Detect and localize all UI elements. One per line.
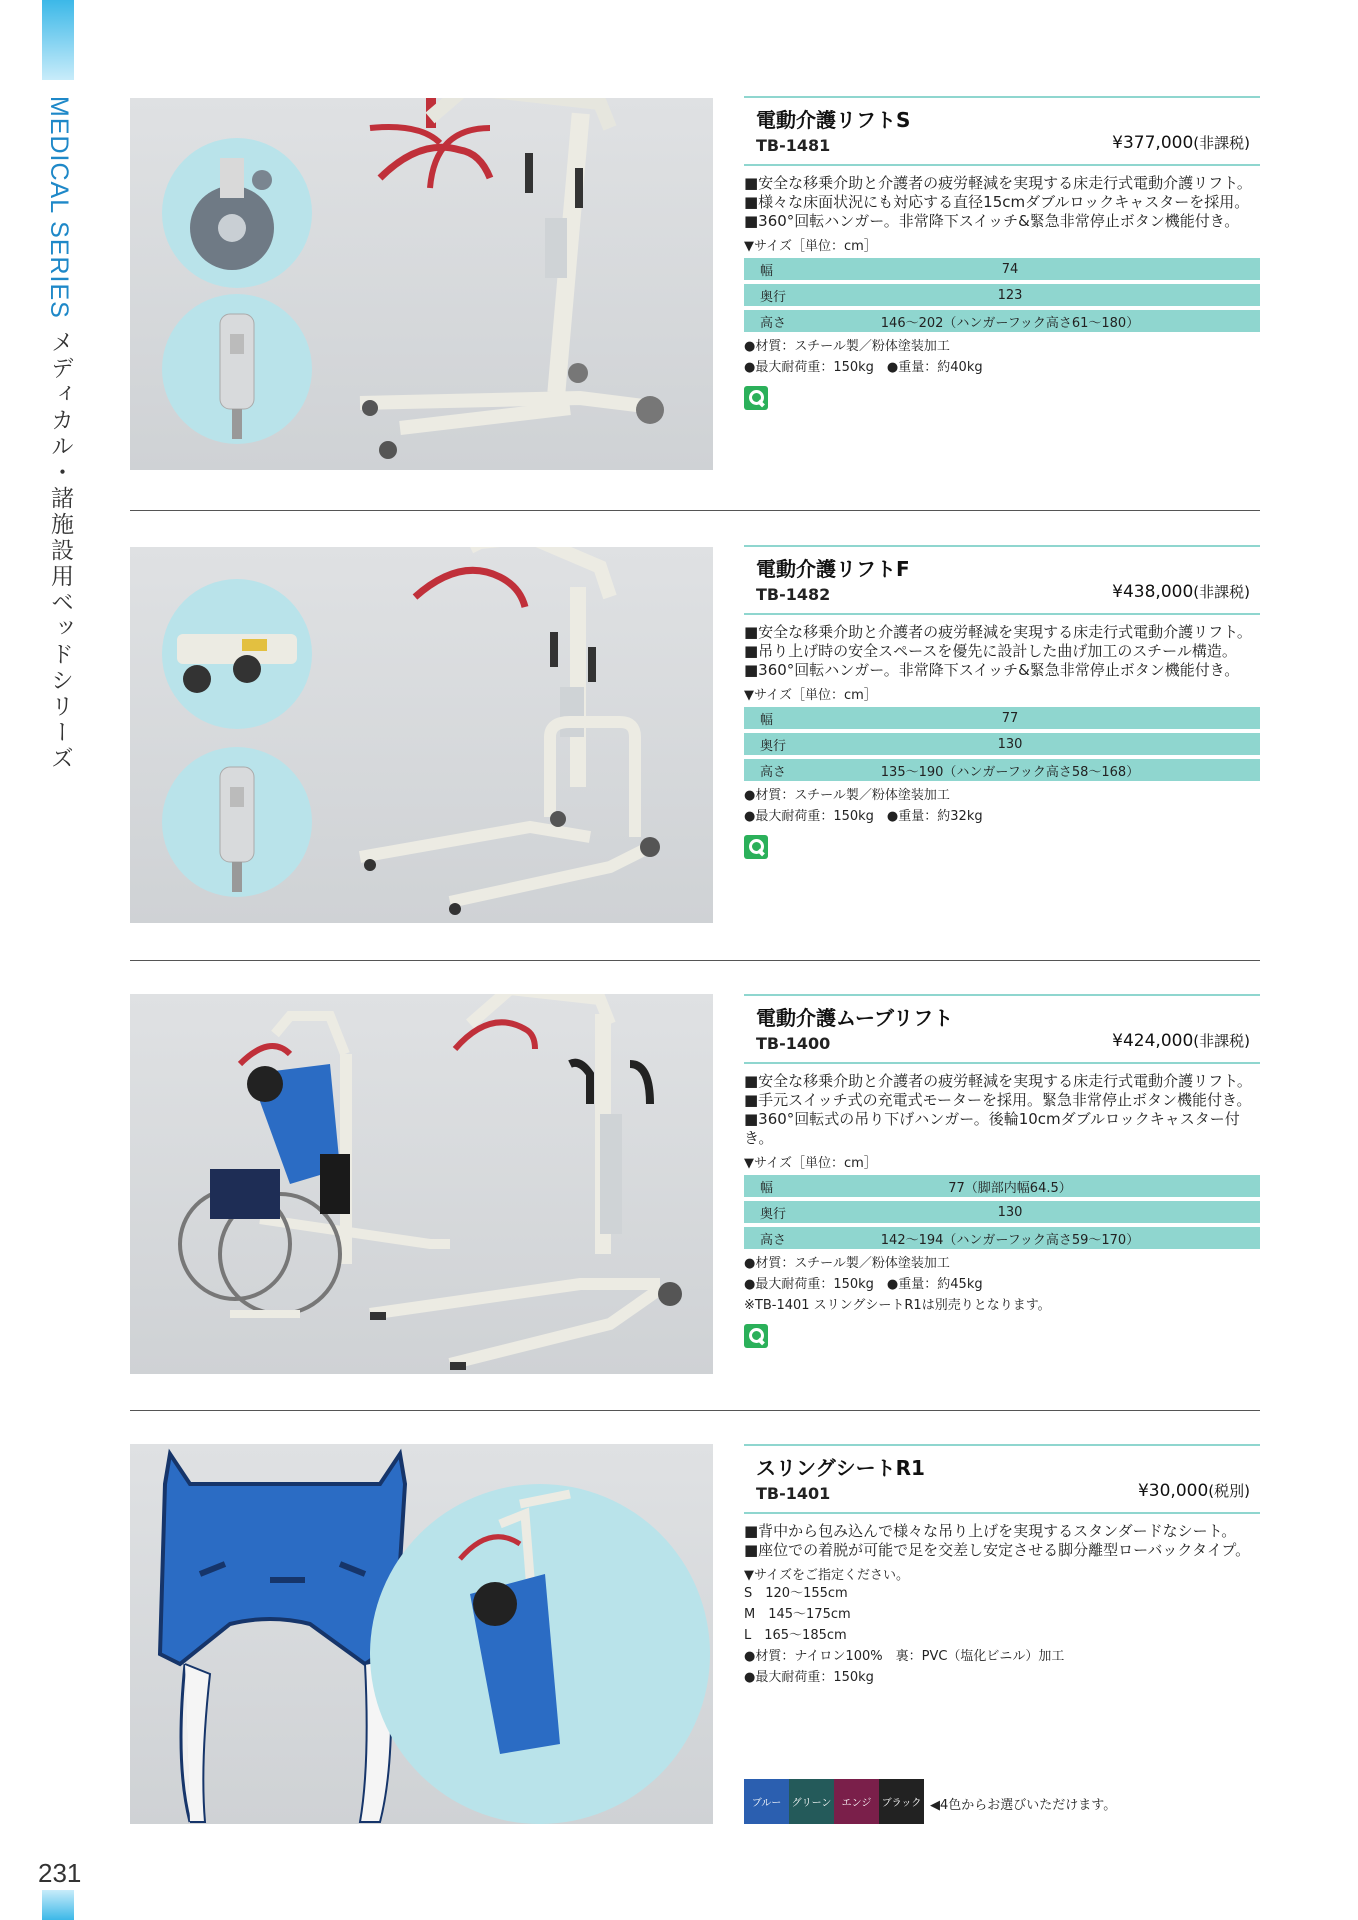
note: ※TB-1401 スリングシートR1は別売りとなります。	[744, 1298, 1051, 1313]
product-price	[1112, 132, 1250, 153]
category-label: メディカル・諸施設用ベッドシリーズ	[47, 330, 73, 772]
note: ●材質：スチール製／粉体塗装加工	[744, 1256, 950, 1271]
size-value: 146〜202（ハンガーフック高さ61〜180）	[880, 315, 1140, 331]
magnifier-icon[interactable]	[744, 1324, 768, 1348]
section-divider	[130, 960, 1260, 961]
tax-note: (非課税)	[1193, 134, 1250, 152]
price-value: ¥30,000	[1137, 1481, 1209, 1501]
description	[744, 1072, 1260, 1148]
size-key: 奥行	[760, 738, 787, 754]
size-header: ▼サイズ［単位：cm］	[744, 1156, 877, 1171]
title-block	[744, 1444, 1260, 1514]
size-row	[744, 284, 1260, 306]
size-key: 幅	[760, 712, 774, 728]
swatch-blue[interactable]: ブルー	[744, 1779, 789, 1824]
note: ●最大耐荷重：150kg ●重量：約32kg	[744, 809, 983, 824]
sling-illustration	[130, 1444, 713, 1824]
swatch-green[interactable]: グリーン	[789, 1779, 834, 1824]
desc-line: ■背中から包み込んで様々な吊り上げを実現するスタンダードなシート。	[744, 1522, 1237, 1540]
product-photo-lift-s	[130, 98, 713, 470]
size-row	[744, 1227, 1260, 1249]
product-code: TB-1482	[756, 585, 831, 604]
product-info-4	[744, 1444, 1260, 1688]
move-lift-illustration	[130, 994, 713, 1374]
product-code: TB-1481	[756, 136, 831, 155]
desc-line: ■安全な移乗介助と介護者の疲労軽減を実現する床走行式電動介護リフト。	[744, 1072, 1252, 1090]
section-divider	[130, 510, 1260, 511]
desc-line: ■安全な移乗介助と介護者の疲労軽減を実現する床走行式電動介護リフト。	[744, 623, 1252, 641]
size-row	[744, 1201, 1260, 1223]
color-swatches	[744, 1779, 924, 1824]
product-title: スリングシートR1	[756, 1456, 925, 1480]
note: ●最大耐荷重：150kg ●重量：約45kg	[744, 1277, 983, 1292]
section-divider	[130, 1410, 1260, 1411]
size-s: S 120〜155cm	[744, 1586, 848, 1601]
size-header: ▼サイズ［単位：cm］	[744, 688, 877, 703]
title-block	[744, 545, 1260, 615]
size-row	[744, 310, 1260, 332]
note: ●材質：スチール製／粉体塗装加工	[744, 788, 950, 803]
size-row	[744, 759, 1260, 781]
product-title: 電動介護リフトF	[756, 557, 910, 581]
size-value: 130	[997, 736, 1023, 752]
size-value: 123	[997, 287, 1023, 303]
lift-s-illustration	[130, 98, 713, 470]
description	[744, 623, 1260, 680]
size-l: L 165〜185cm	[744, 1628, 847, 1643]
series-label: MEDICAL SERIES	[45, 96, 73, 319]
size-row	[744, 258, 1260, 280]
lift-f-illustration	[130, 547, 713, 923]
size-value: 142〜194（ハンガーフック高さ59〜170）	[880, 1232, 1140, 1248]
size-value: 130	[997, 1204, 1023, 1220]
swatch-black[interactable]: ブラック	[879, 1779, 924, 1824]
desc-line: ■手元スイッチ式の充電式モーターを採用。緊急非常停止ボタン機能付き。	[744, 1091, 1252, 1109]
size-key: 高さ	[760, 1232, 787, 1248]
color-caption: ◀4色からお選びいただけます。	[930, 1798, 1117, 1813]
product-photo-move-lift	[130, 994, 713, 1374]
product-price	[1138, 1480, 1250, 1501]
product-info-2	[744, 545, 1260, 859]
note: ●最大耐荷重：150kg	[744, 1670, 874, 1685]
product-info-1	[744, 96, 1260, 410]
tax-note: (税別)	[1208, 1482, 1250, 1500]
price-value: ¥377,000	[1112, 133, 1194, 153]
sidebar-gradient-bar-bottom	[42, 1890, 74, 1920]
product-title: 電動介護ムーブリフト	[756, 1006, 954, 1030]
magnifier-icon[interactable]	[744, 386, 768, 410]
magnifier-icon[interactable]	[744, 835, 768, 859]
size-header: ▼サイズをご指定ください。	[744, 1568, 909, 1583]
swatch-enji[interactable]: エンジ	[834, 1779, 879, 1824]
description	[744, 1522, 1260, 1560]
product-photo-sling	[130, 1444, 713, 1824]
tax-note: (非課税)	[1193, 1032, 1250, 1050]
size-value: 77（脚部内幅64.5）	[948, 1180, 1072, 1196]
size-value: 135〜190（ハンガーフック高さ58〜168）	[880, 764, 1140, 780]
product-info-3	[744, 994, 1260, 1348]
size-key: 幅	[760, 263, 774, 279]
size-row	[744, 1175, 1260, 1197]
size-value: 74	[1001, 261, 1019, 277]
size-key: 奥行	[760, 1206, 787, 1222]
size-key: 幅	[760, 1180, 774, 1196]
size-key: 奥行	[760, 289, 787, 305]
note: ●材質：スチール製／粉体塗装加工	[744, 339, 950, 354]
product-code: TB-1401	[756, 1484, 831, 1503]
size-m: M 145〜175cm	[744, 1607, 851, 1622]
price-value: ¥438,000	[1112, 582, 1194, 602]
price-value: ¥424,000	[1112, 1031, 1194, 1051]
size-key: 高さ	[760, 764, 787, 780]
note: ●最大耐荷重：150kg ●重量：約40kg	[744, 360, 983, 375]
size-row	[744, 707, 1260, 729]
size-row	[744, 733, 1260, 755]
desc-line: ■安全な移乗介助と介護者の疲労軽減を実現する床走行式電動介護リフト。	[744, 174, 1252, 192]
desc-line: ■座位での着脱が可能で足を交差し安定させる脚分離型ローバックタイプ。	[744, 1541, 1251, 1559]
size-value: 77	[1001, 710, 1019, 726]
description	[744, 174, 1260, 231]
sidebar-gradient-bar	[42, 0, 74, 80]
size-key: 高さ	[760, 315, 787, 331]
note: ●材質：ナイロン100% 裏：PVC（塩化ビニル）加工	[744, 1649, 1065, 1664]
title-block	[744, 994, 1260, 1064]
desc-line: ■360°回転ハンガー。非常降下スイッチ&緊急非常停止ボタン機能付き。	[744, 661, 1240, 679]
tax-note: (非課税)	[1193, 583, 1250, 601]
product-price	[1112, 1030, 1250, 1051]
title-block	[744, 96, 1260, 166]
desc-line: ■様々な床面状況にも対応する直径15cmダブルロックキャスターを採用。	[744, 193, 1250, 211]
product-code: TB-1400	[756, 1034, 831, 1053]
product-photo-lift-f	[130, 547, 713, 923]
size-header: ▼サイズ［単位：cm］	[744, 239, 877, 254]
page-number: 231	[38, 1858, 82, 1888]
desc-line: ■360°回転ハンガー。非常降下スイッチ&緊急非常停止ボタン機能付き。	[744, 212, 1240, 230]
product-price	[1112, 581, 1250, 602]
product-title: 電動介護リフトS	[756, 108, 911, 132]
desc-line: ■吊り上げ時の安全スペースを優先に設計した曲げ加工のスチール構造。	[744, 642, 1237, 660]
desc-line: ■360°回転式の吊り下げハンガー。後輪10cmダブルロックキャスター付き。	[744, 1110, 1240, 1147]
